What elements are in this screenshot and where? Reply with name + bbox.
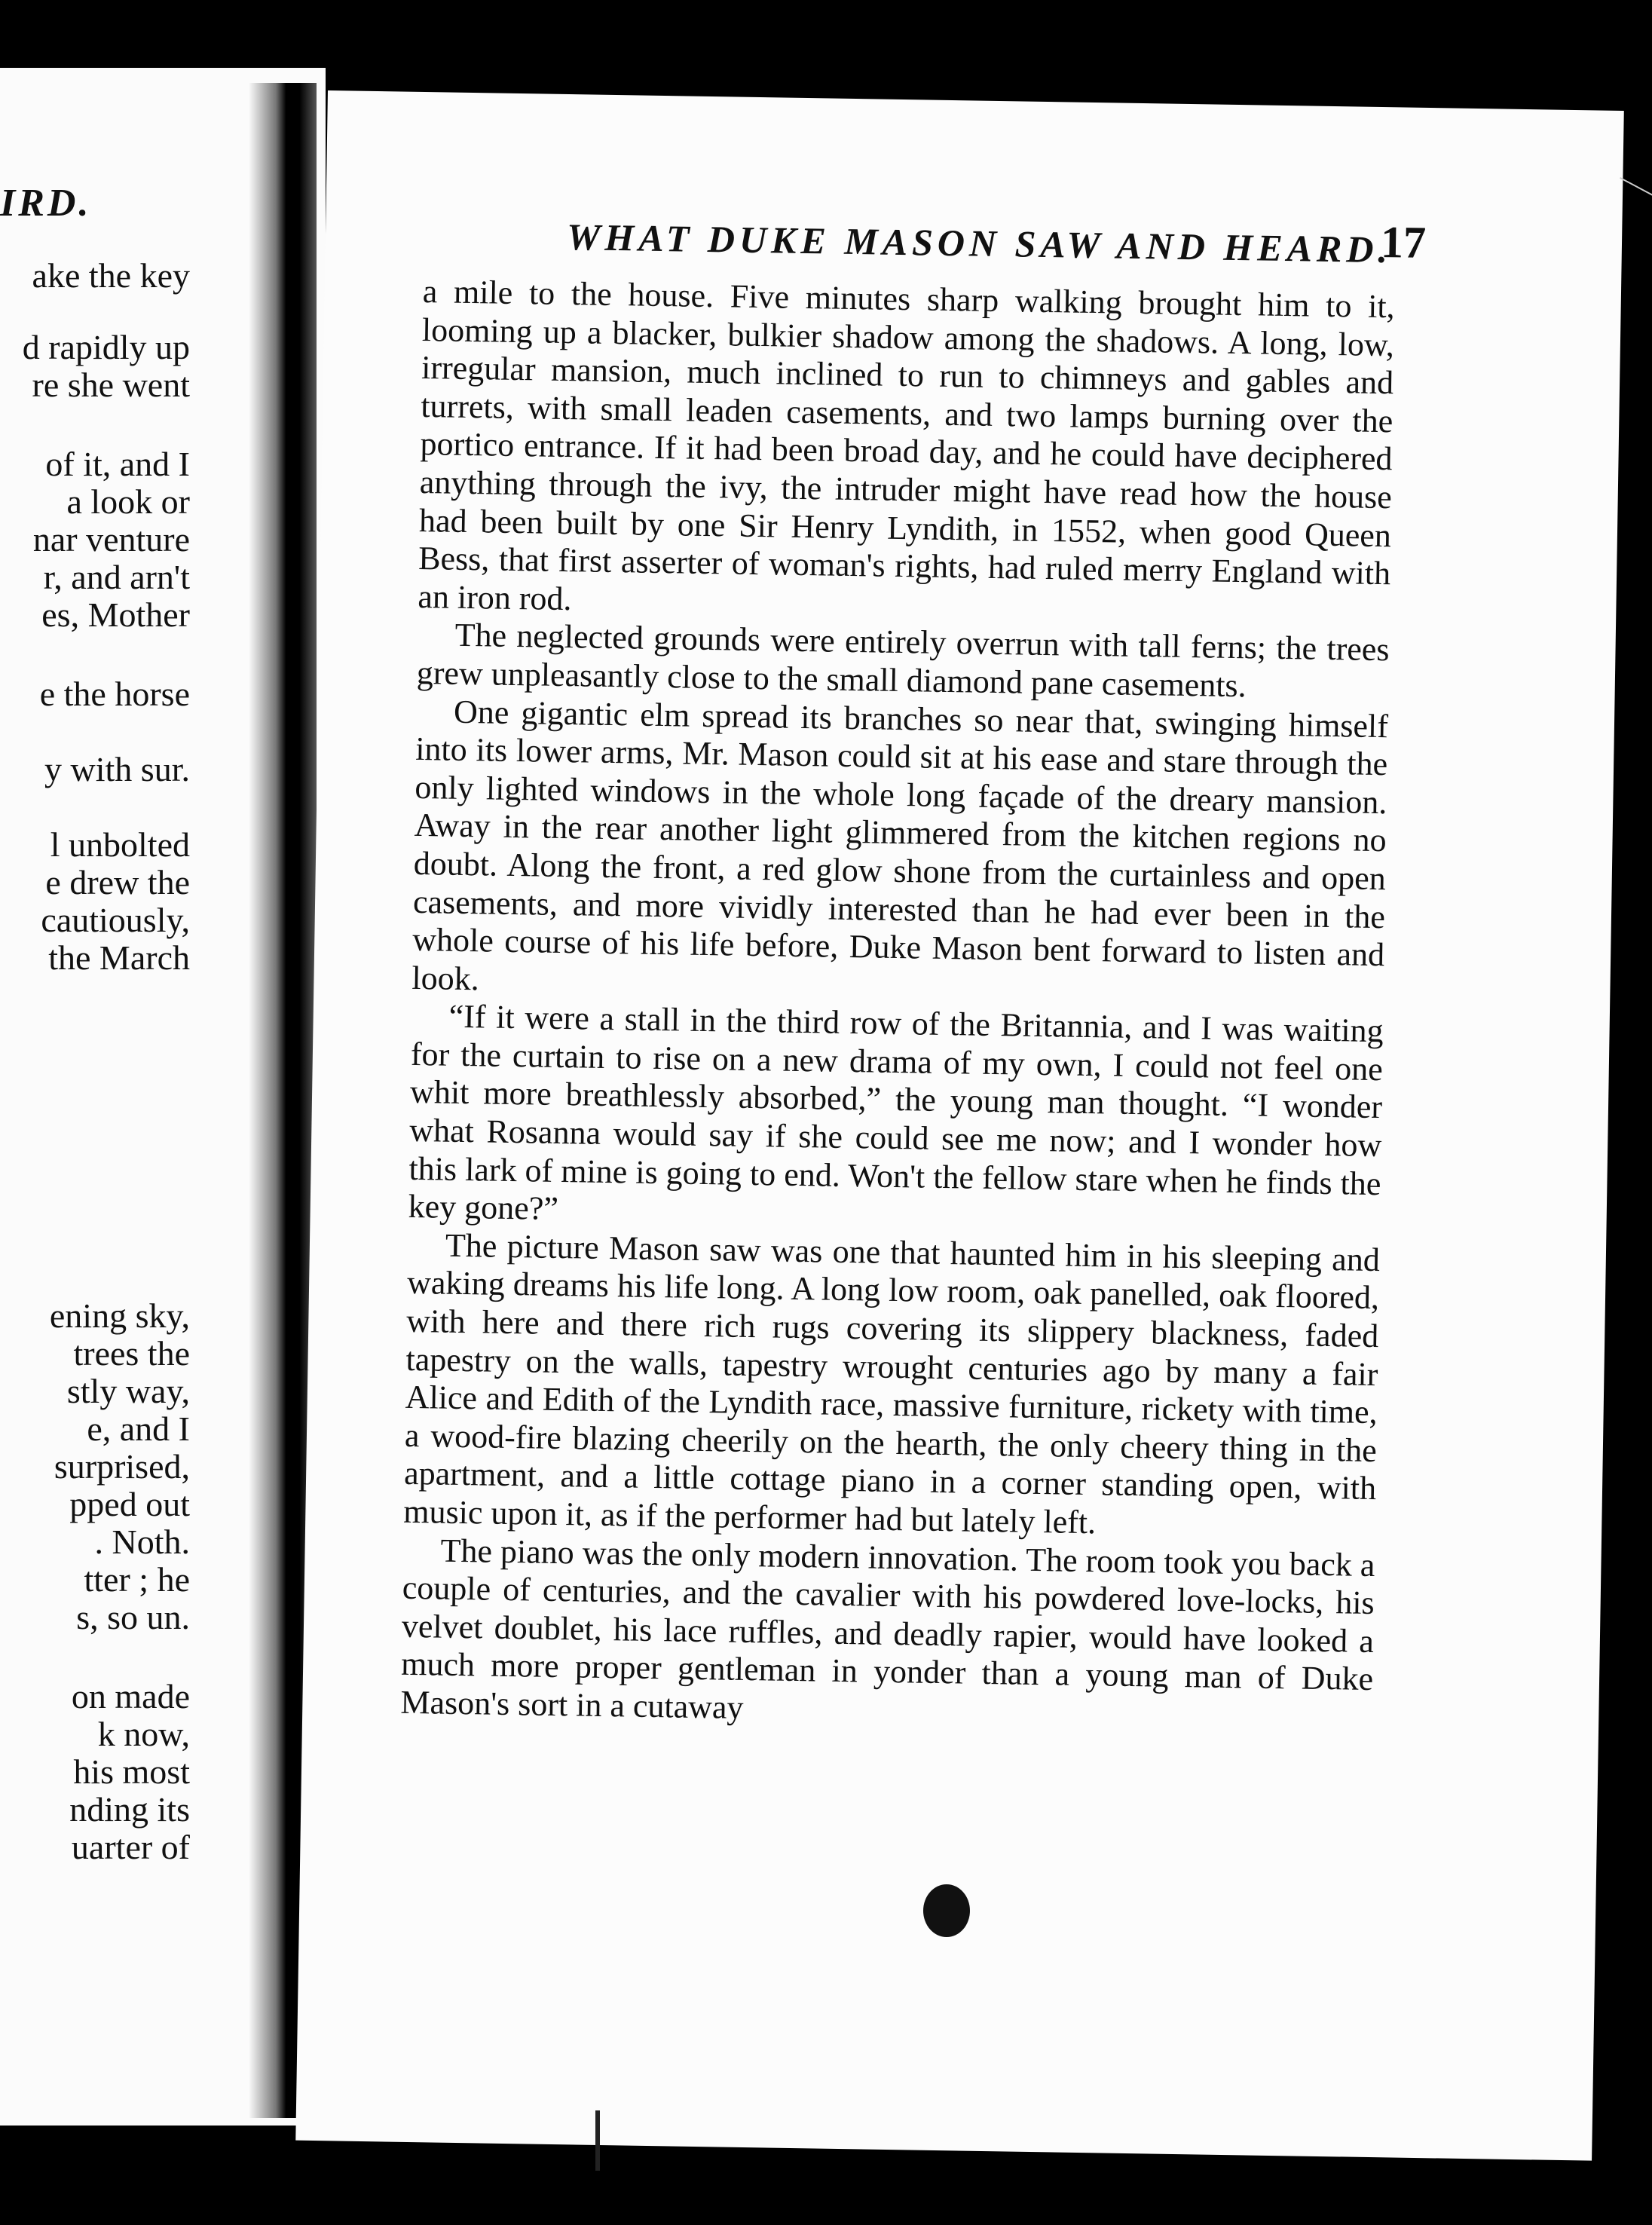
left-line: nar venture (32, 520, 190, 559)
left-line: s, so un. (76, 1598, 190, 1636)
left-line: pped out (69, 1485, 190, 1523)
left-line: trees the (73, 1334, 190, 1373)
paragraph: The piano was the only modern innovation. The room took you back a couple of centuries, and the cavalier with his powdered love-locks, his velvet doublet, his lace ruffles, and deadly rapier, would have looked a much more proper gentleman in yonder than a young man of Duke Mason's sort in a cutaway (400, 1532, 1375, 1726)
scan-scratch (1620, 177, 1652, 271)
ink-blot (923, 1884, 970, 1937)
running-head: WHAT DUKE MASON SAW AND HEARD. (566, 216, 1393, 271)
left-line: his most (73, 1752, 190, 1791)
left-line: e drew the (45, 863, 190, 901)
paragraph: “If it were a stall in the third row of the Britannia, and I was waiting for the curtain to rise on a new drama of my own, I could not feel one whit more breathlessly absorbed,” the young man thought. “I wonder what Rosanna would say if she could see me now; and I wonder how this lark of mine is going to end. Won't the fellow stare when he finds the key gone?” (408, 997, 1384, 1228)
left-line: of it, and I (45, 445, 190, 483)
left-line: r, and arn't (43, 558, 190, 596)
left-line: surprised, (54, 1447, 190, 1486)
left-line: . Noth. (94, 1523, 190, 1561)
scan-mark (595, 2110, 600, 2171)
left-line: ening sky, (49, 1296, 190, 1335)
left-line: the March (48, 938, 190, 977)
left-running-head: IRD. (0, 182, 92, 225)
left-line: cautiously, (41, 901, 190, 939)
left-line: re she went (32, 366, 190, 404)
paragraph: a mile to the house. Five minutes sharp walking brought him to it, looming up a blacker, bulkier shadow among the shadows. A long, low, irregular mansion, much inclined to run to chimneys and gables and turrets, with small leaden casements, and two lamps burning over the portico entrance. If it had been broad day, and he could have deciphered anything through the ivy, the intruder might have read how the house had been built by one Sir Henry Lyndith, in 1552, when good Queen Bess, that first asserter of woman's rights, had ruled merry England with an iron rod. (418, 273, 1396, 617)
left-line: a look or (66, 482, 190, 521)
paragraph: The picture Mason saw was one that haunted him in his sleeping and waking dreams his life long. A long low room, oak panelled, oak floored, with here and there rich rugs covering its slippery blackness, faded tapestry on the walls, tapestry wrought centuries ago by many a fair Alice and Edith of the Lyndith race, massive furniture, rickety with time, a wood-fire blazing cheerily on the hearth, the only cheery thing in the apartment, and a little cottage piano in a corner standing open, with music upon it, as if the performer had but lately left. (403, 1226, 1381, 1541)
left-line: stly way, (66, 1372, 190, 1410)
left-line: tter ; he (84, 1560, 190, 1599)
left-line: e the horse (39, 675, 190, 713)
left-line: k now, (97, 1715, 190, 1753)
left-line: y with sur. (44, 750, 190, 788)
left-line: e, and I (87, 1409, 190, 1448)
page-number: 17 (1380, 216, 1427, 268)
left-line: d rapidly up (22, 328, 190, 366)
body-text (400, 273, 1395, 1737)
left-line: es, Mother (41, 595, 190, 634)
left-line: uarter of (71, 1828, 190, 1866)
left-line: on made (71, 1677, 190, 1715)
paragraph: One gigantic elm spread its branches so near that, swinging himself into its lower arms, Mr. Mason could sit at his ease and stare through the only lighted windows in the whole long façade of the dreary mansion. Away in the rear another light glimmered from the kitchen regions no doubt. Along the front, a red glow shone from the curtainless and open casements, and more vividly interested than he had ever been in the whole course of his life before, Duke Mason bent forward to listen and look. (411, 693, 1389, 997)
right-page (295, 90, 1624, 2161)
left-line: l unbolted (50, 825, 190, 864)
left-line: nding its (69, 1790, 190, 1829)
paragraph: The neglected grounds were entirely overrun with tall ferns; the trees grew unpleasantly close to the small diamond pane casements. (416, 617, 1390, 705)
left-line: ake the key (32, 256, 190, 295)
